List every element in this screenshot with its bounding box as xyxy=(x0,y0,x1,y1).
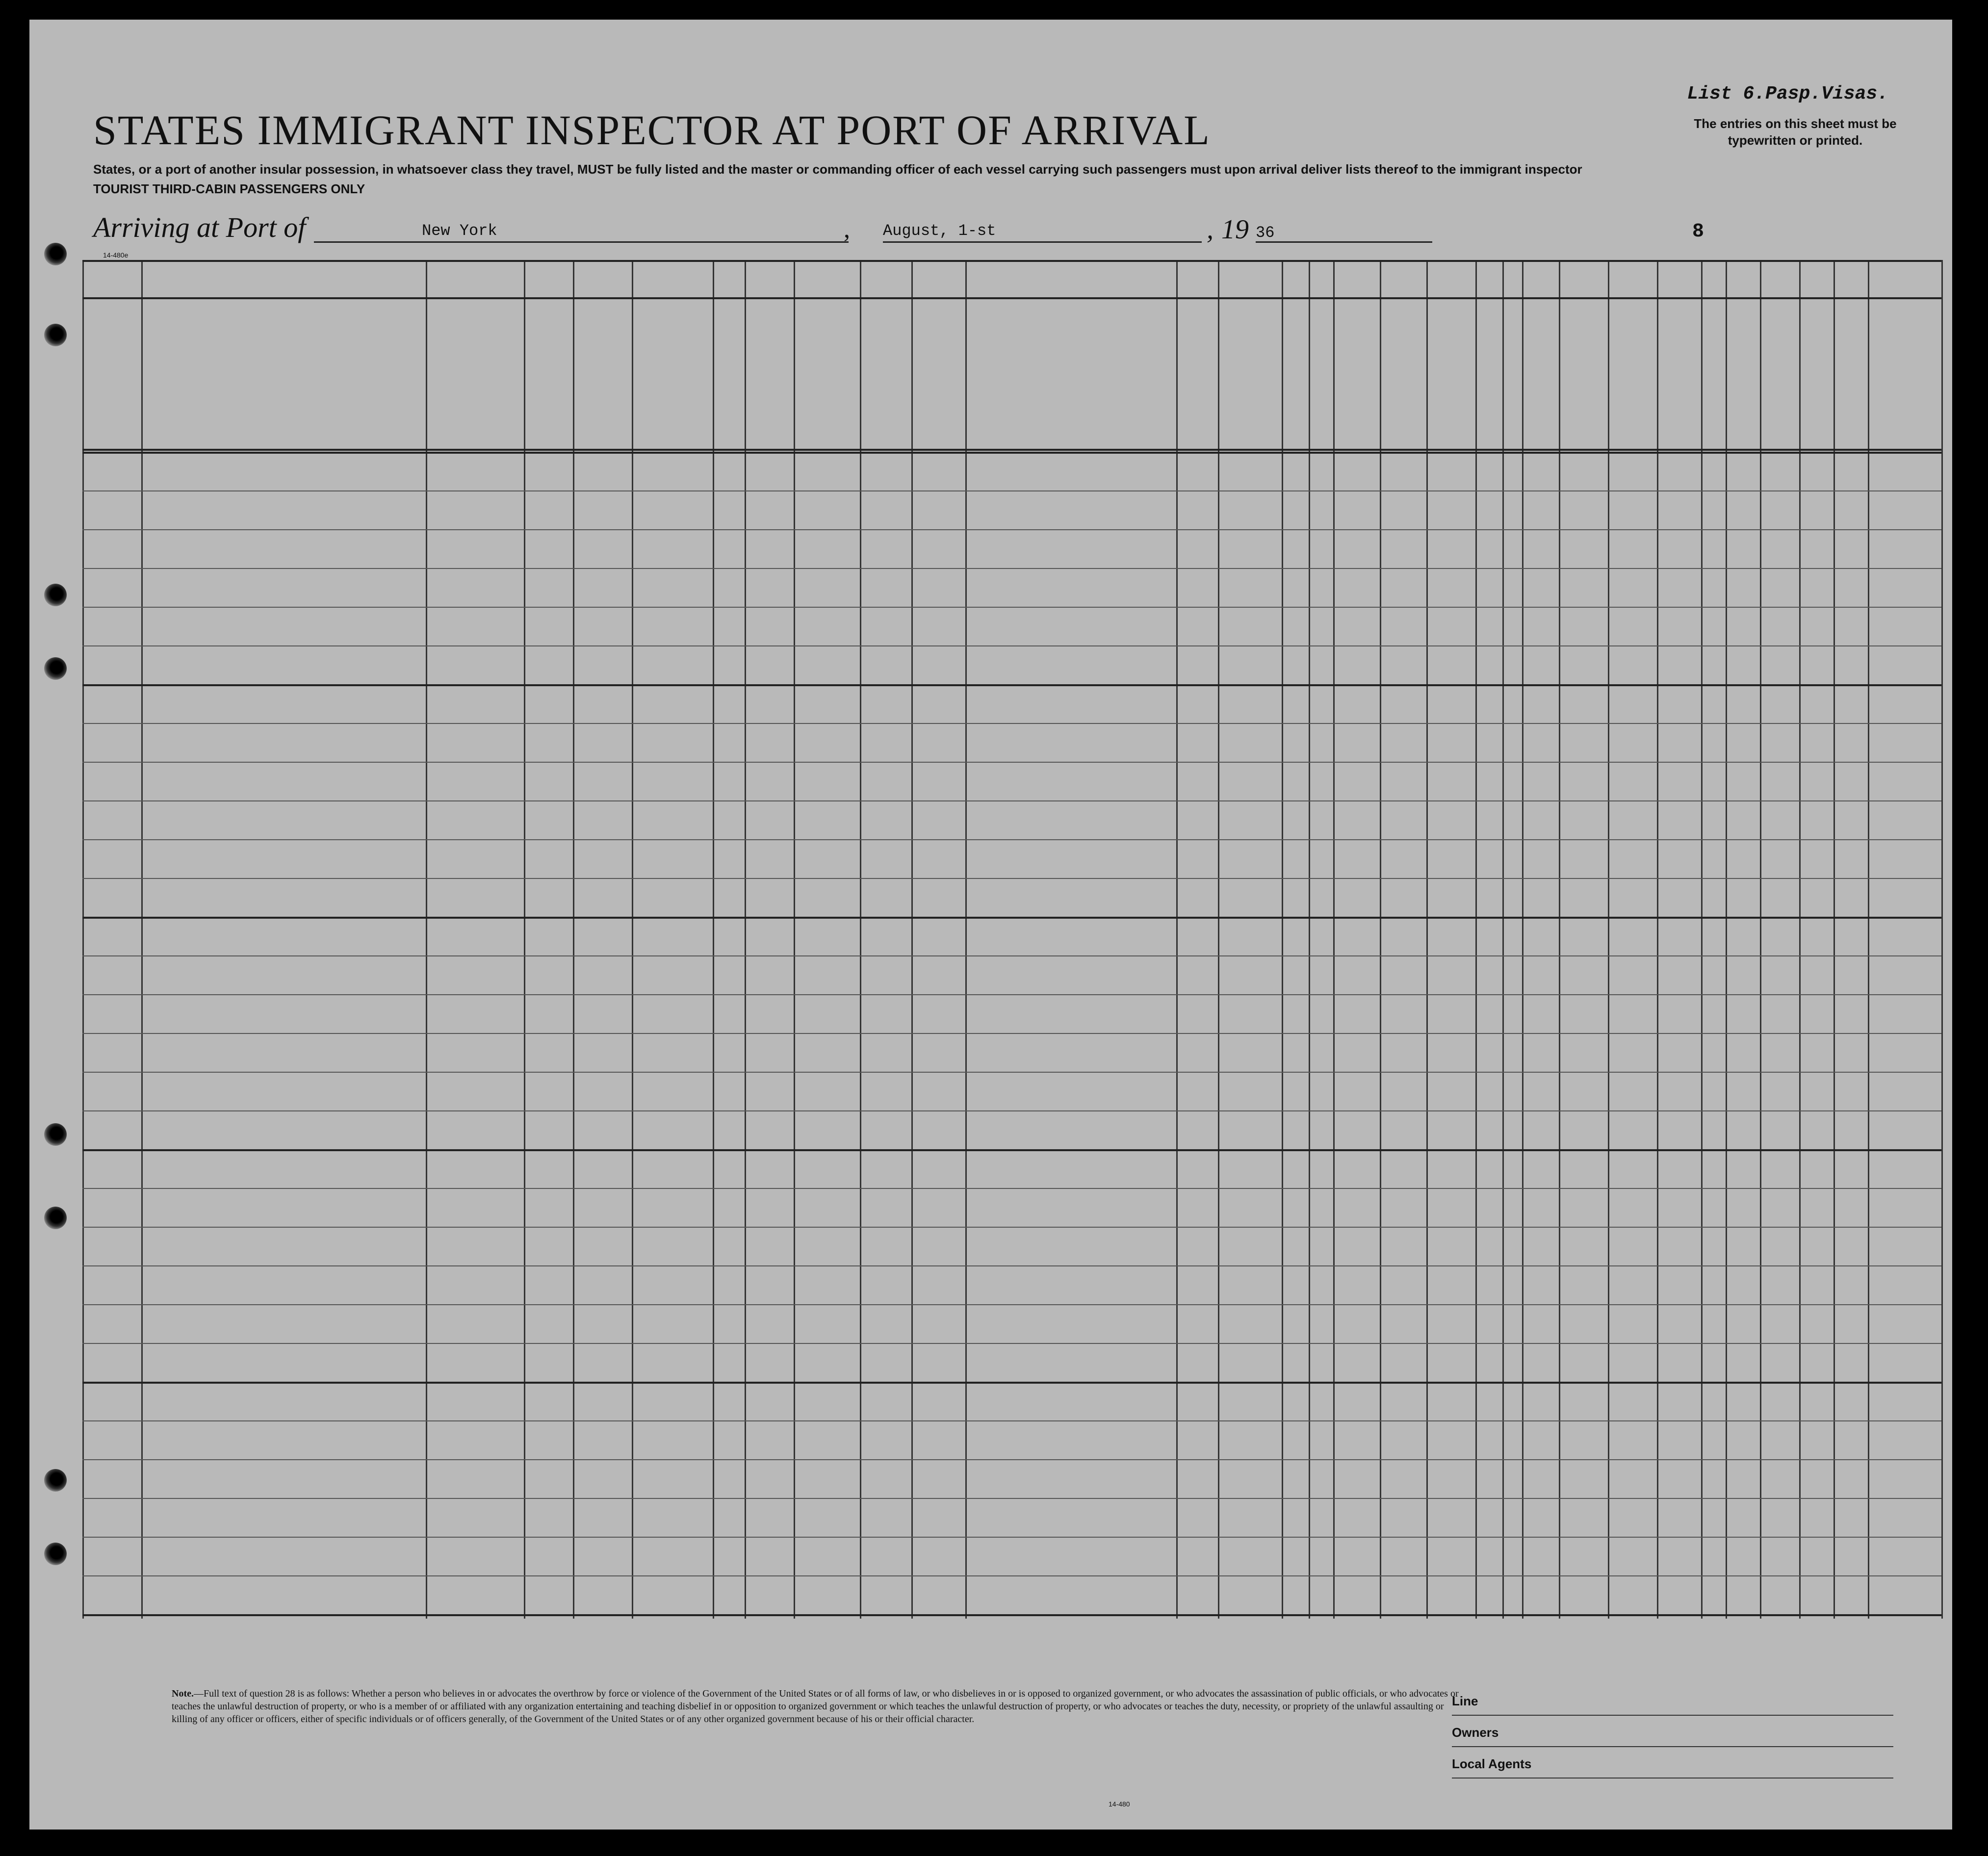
column-rule xyxy=(794,260,795,1619)
column-rule xyxy=(1760,260,1761,1619)
row-rule xyxy=(82,723,1941,724)
footnote xyxy=(172,1687,1472,1726)
sheet-number: 8 xyxy=(1692,221,1704,243)
list-number: List 6.Pasp.Visas. xyxy=(1687,83,1888,104)
column-rule xyxy=(524,260,525,1619)
row-rule xyxy=(82,452,1941,454)
owners-label: Owners xyxy=(1452,1719,1893,1747)
column-rule xyxy=(1799,260,1801,1619)
row-rule xyxy=(82,1459,1941,1460)
column-rule xyxy=(1608,260,1609,1619)
passenger-class: TOURIST THIRD-CABIN PASSENGERS ONLY xyxy=(93,181,365,196)
column-rule xyxy=(1282,260,1283,1619)
line-owner-block xyxy=(1452,1687,1893,1781)
column-rule xyxy=(426,260,427,1619)
column-rule xyxy=(713,260,714,1619)
row-rule xyxy=(82,1110,1941,1111)
row-rule xyxy=(82,568,1941,569)
row-rule xyxy=(82,1420,1941,1421)
footnote-text: —Full text of question 28 is as follows: Whether a person who believes in or advocates the overthrow by force or violence of the Government of the United States or of all forms of law, or who disbelieves in or is opposed to organized government, or who advocates the assassination of public officials, or who advocates or teaches the unlawful destruction of property, or who is a member of or affiliated with any organization entertaining and teaching disbelief in or opposition to organized government or which teaches the unlawful destruction of property, or who advocates or teaches the duty, necessity, or propriety of the unlawful assaulting or killing of any officer or officers, either of specific individuals or of officers generally, of the Government of the United States or of any other organized government because of his or their official character. xyxy=(172,1688,1459,1725)
line-label: Line xyxy=(1452,1687,1893,1716)
row-rule xyxy=(82,1265,1941,1266)
column-rule xyxy=(141,260,143,1619)
column-rule xyxy=(1380,260,1381,1619)
row-rule xyxy=(82,1304,1941,1305)
instruction-line: States, or a port of another insular possession, in whatsoever class they travel, MUST be fully listed and the master or commanding officer of each vessel carrying such passengers must upon arrival deliver lists thereof to the immigrant inspector xyxy=(93,162,1582,177)
header-number-rule xyxy=(82,297,1941,299)
column-rule xyxy=(573,260,574,1619)
row-rule xyxy=(82,684,1941,686)
column-rule xyxy=(1657,260,1658,1619)
row-rule xyxy=(82,994,1941,995)
binder-hole-icon xyxy=(44,324,67,346)
row-rule xyxy=(82,762,1941,763)
column-rule xyxy=(1333,260,1335,1619)
column-rule xyxy=(1176,260,1178,1619)
column-rule xyxy=(965,260,967,1619)
column-rule xyxy=(632,260,633,1619)
row-rule xyxy=(82,1537,1941,1538)
column-rule xyxy=(1559,260,1560,1619)
date-rule xyxy=(883,241,1202,243)
binder-hole-icon xyxy=(44,1207,67,1229)
row-rule xyxy=(82,1382,1941,1384)
column-rule xyxy=(860,260,861,1619)
column-rule xyxy=(1309,260,1310,1619)
year-prefix: 19 xyxy=(1221,214,1249,245)
row-rule xyxy=(82,878,1941,879)
port-rule xyxy=(314,241,849,243)
column-rule xyxy=(1475,260,1477,1619)
manifest-sheet: STATES IMMIGRANT INSPECTOR AT PORT OF ARRIVAL List 6.Pasp.Visas. The entries on this sheet must be typewritten or printed. States, or a port of another insular possession, in whatsoever class they travel, MUST be fully listed and the master or commanding officer of each vessel carrying such passengers must upon arrival deliver lists thereof to the immigrant inspector TOURIST THIRD-CABIN PASSENGERS ONLY Arriving at Port of New York , August, 1-st , 19 36 8 14-480e Note.—Full text of question 28 is as follows: Whether a person who believes in or advocates the overthrow by force or violence of the Government of the United States or of all forms of law, or who disbelieves in or is opposed to organized government, or who advocates the assassination of public officials, or who advocates or teaches the unlawful destruction of property, or who is a member of or affiliated with any organization entertaining and teaching disbelief in or opposition to organized government or which teaches the unlawful destruction of property, or who advocates or teaches the duty, necessity, or propriety of the unlawful assaulting or killing of any officer or officers, either of specific individuals or of officers generally, of the Government of the United States or of any other organized government because of his or their official character. Line Owners Local Agents 14-480 xyxy=(29,20,1952,1830)
form-code-footer: 14-480 xyxy=(1109,1800,1130,1808)
binder-hole-icon xyxy=(44,1469,67,1492)
binder-hole-icon xyxy=(44,243,67,265)
column-rule xyxy=(911,260,913,1619)
year-suffix: 36 xyxy=(1256,224,1275,242)
column-rule xyxy=(1701,260,1703,1619)
column-rule xyxy=(1502,260,1504,1619)
row-rule xyxy=(82,1072,1941,1073)
row-rule xyxy=(82,529,1941,530)
row-rule xyxy=(82,1343,1941,1344)
column-rule xyxy=(1522,260,1523,1619)
column-rule xyxy=(1833,260,1835,1619)
column-rule xyxy=(82,260,84,1619)
typewritten-note: The entries on this sheet must be typewritten or printed. xyxy=(1694,116,1897,148)
header-bottom-rule xyxy=(82,449,1941,451)
column-rule xyxy=(1868,260,1869,1619)
row-rule xyxy=(82,800,1941,801)
arriving-label: Arriving at Port of xyxy=(93,211,306,243)
form-code: 14-480e xyxy=(103,251,129,259)
date-value: August, 1-st xyxy=(883,222,996,240)
port-value: New York xyxy=(422,222,497,240)
row-rule xyxy=(82,1575,1941,1576)
column-rule xyxy=(1726,260,1727,1619)
page-title: STATES IMMIGRANT INSPECTOR AT PORT OF ARRIVAL xyxy=(93,106,1211,154)
binder-hole-icon xyxy=(44,657,67,680)
column-rule xyxy=(745,260,746,1619)
binder-hole-icon xyxy=(44,1543,67,1565)
row-rule xyxy=(82,917,1941,919)
year-rule xyxy=(1256,241,1432,243)
column-rule xyxy=(1218,260,1219,1619)
row-rule xyxy=(82,955,1941,956)
footnote-label: Note. xyxy=(172,1688,194,1699)
binder-hole-icon xyxy=(44,584,67,606)
column-rule xyxy=(1941,260,1943,1619)
row-rule xyxy=(82,645,1941,646)
row-rule xyxy=(82,1033,1941,1034)
row-rule xyxy=(82,1227,1941,1228)
row-rule xyxy=(82,1498,1941,1499)
header-top-rule xyxy=(82,260,1941,262)
row-rule xyxy=(82,1614,1941,1616)
row-rule xyxy=(82,839,1941,840)
row-rule xyxy=(82,1188,1941,1189)
local-agents-label: Local Agents xyxy=(1452,1750,1893,1779)
row-rule xyxy=(82,490,1941,491)
column-rule xyxy=(1426,260,1428,1619)
manifest-table xyxy=(82,260,1946,1619)
row-rule xyxy=(82,607,1941,608)
binder-hole-icon xyxy=(44,1123,67,1146)
row-rule xyxy=(82,1149,1941,1151)
